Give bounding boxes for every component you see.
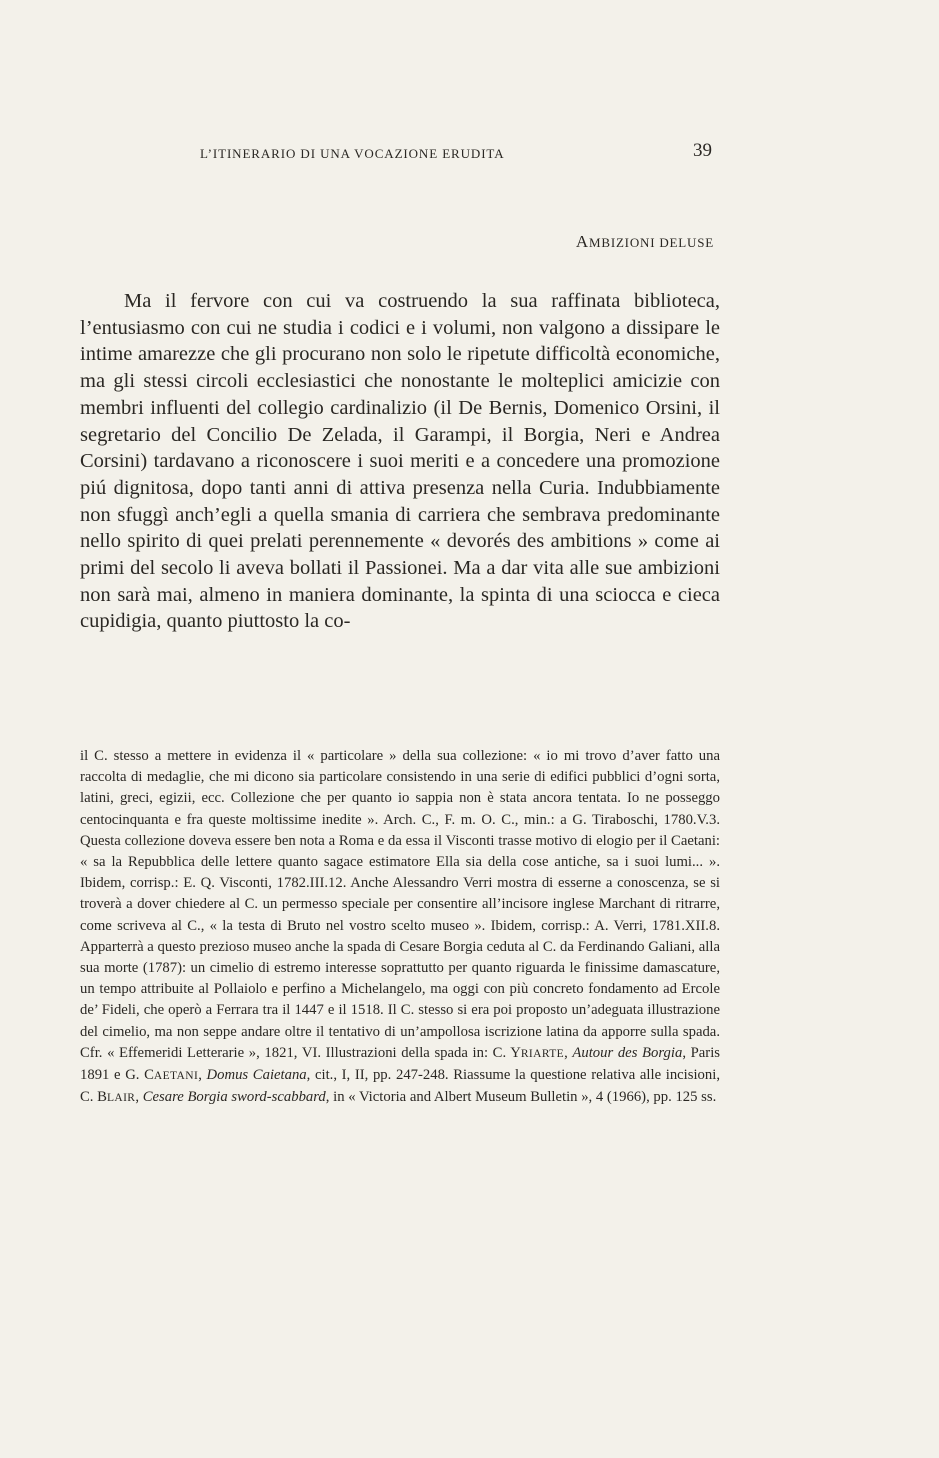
- title-autour-des-borgia: Autour des Borgia: [572, 1044, 683, 1061]
- author-blair-initial: B: [97, 1089, 107, 1106]
- section-heading-initial: A: [575, 232, 589, 251]
- page-number: 39: [693, 140, 712, 161]
- footnote-sep-2: ,: [198, 1067, 207, 1084]
- author-yriarte: RIARTE: [520, 1047, 565, 1060]
- footnote-sep-3: ,: [135, 1089, 143, 1106]
- footnote-text-4: , in « Victoria and Albert Museum Bulletin », 4 (1966), pp. 125 ss.: [325, 1089, 717, 1106]
- footnote-text-3: , cit., I, II, pp. 247-248. Riassume la questione relativa alle incisioni, C.: [80, 1067, 720, 1106]
- section-heading-rest: MBIZIONI DELUSE: [588, 235, 714, 250]
- author-caetani-initial: C: [144, 1067, 154, 1084]
- author-blair: LAIR: [106, 1092, 136, 1105]
- footnote-text-2: , Paris 1891 e G.: [80, 1044, 720, 1084]
- body-paragraph: Ma il fervore con cui va costruendo la sua raffinata biblioteca, l’entusiasmo con cui ne studia i codici e i volumi, non valgono a dissipare le intime amarezze che gli procurano non solo le ripetute difficoltà economiche, ma gli stessi circoli ecclesiastici che nonostante le molteplici amicizie con membri influenti del collegio cardinalizio (il De Bernis, Domenico Orsini, il segretario del Concilio De Zelada, il Garampi, il Borgia, Neri e Andrea Corsini) tardavano a riconoscere i suoi meriti e a concedere una promozione piú dignitosa, dopo tanti anni di attiva presenza nella Curia. Indubbiamente non sfuggì anch’egli a quella smania di carriera che sembrava predominante nello spirito di quei prelati perennemente « devorés des ambitions » come ai primi del secolo li aveva bollati il Passionei. Ma a dar vita alle sue ambizioni non sarà mai, almeno in maniera dominante, la spinta di una sciocca e cieca cupidigia, quanto piuttosto la co-: [80, 290, 720, 633]
- footnote-paragraph: [80, 746, 720, 1109]
- section-heading: [576, 232, 714, 252]
- footnote-sep-1: ,: [564, 1044, 573, 1061]
- title-domus-caietana: Domus Caietana: [206, 1067, 307, 1084]
- footnote-text-1: il C. stesso a mettere in evidenza il « particolare » della sua collezione: « io mi trovo d’aver fatto una raccolta di medaglie, che mi dicono sia particolare consistendo in una serie di edifici pubblici d’ogni sorta, latini, greci, egizii, ecc. Collezione che per quanto io sappia non è stata ancora tentata. Io ne posseggo centocinquanta e fra queste moltissime inedite ». Arch. C., F. m. O. C., min.: a G. Tiraboschi, 1780.V.3. Questa collezione doveva essere ben nota a Roma e da essa il Visconti trasse motivo di elogio per il Caetani: « sa la Repubblica delle lettere quanto sagace estimatore Ella sia della cose antiche, sa i suoi lumi... ». Ibidem, corrisp.: E. Q. Visconti, 1782.III.12. Anche Alessandro Verri mostra di esserne a conoscenza, se si troverà a dover chiedere al C. un permesso speciale per consentire all’incisore inglese Marchant di ritrarre, come scriveva al C., « la testa di Bruto nel vostro scelto museo ». Ibidem, corrisp.: A. Verri, 1781.XII.8. Apparterrà a questo prezioso museo anche la spada di Cesare Borgia ceduta al C. da Ferdinando Galiani, alla sua morte (1787): un cimelio di estremo interesse soprattutto per quanto riguarda le finissime damascature, un tempo attribuite al Pollaiolo e perfino a Michelangelo, ma oggi con più concreto fondamento ad Ercole de’ Fideli, che operò a Ferrara tra il 1447 e il 1518. Il C. stesso si era poi proposto un’adeguata illustrazione del cimelio, ma non seppe andare oltre il tentativo di un’ampollosa iscrizione latina da apporre sulla spada. Cfr. « Effemeridi Letterarie », 1821, VI. Illustrazioni della spada in: C.: [80, 748, 720, 1061]
- title-cesare-borgia-sword-scabbard: Cesare Borgia sword-scabbard: [142, 1089, 326, 1106]
- author-yriarte-initial: Y: [510, 1044, 521, 1061]
- running-title: L’ITINERARIO DI UNA VOCAZIONE ERUDITA: [200, 146, 505, 161]
- footnote: [80, 746, 720, 1109]
- running-head: [80, 140, 720, 170]
- main-text: [80, 288, 720, 635]
- author-caetani: AETANI: [153, 1070, 199, 1083]
